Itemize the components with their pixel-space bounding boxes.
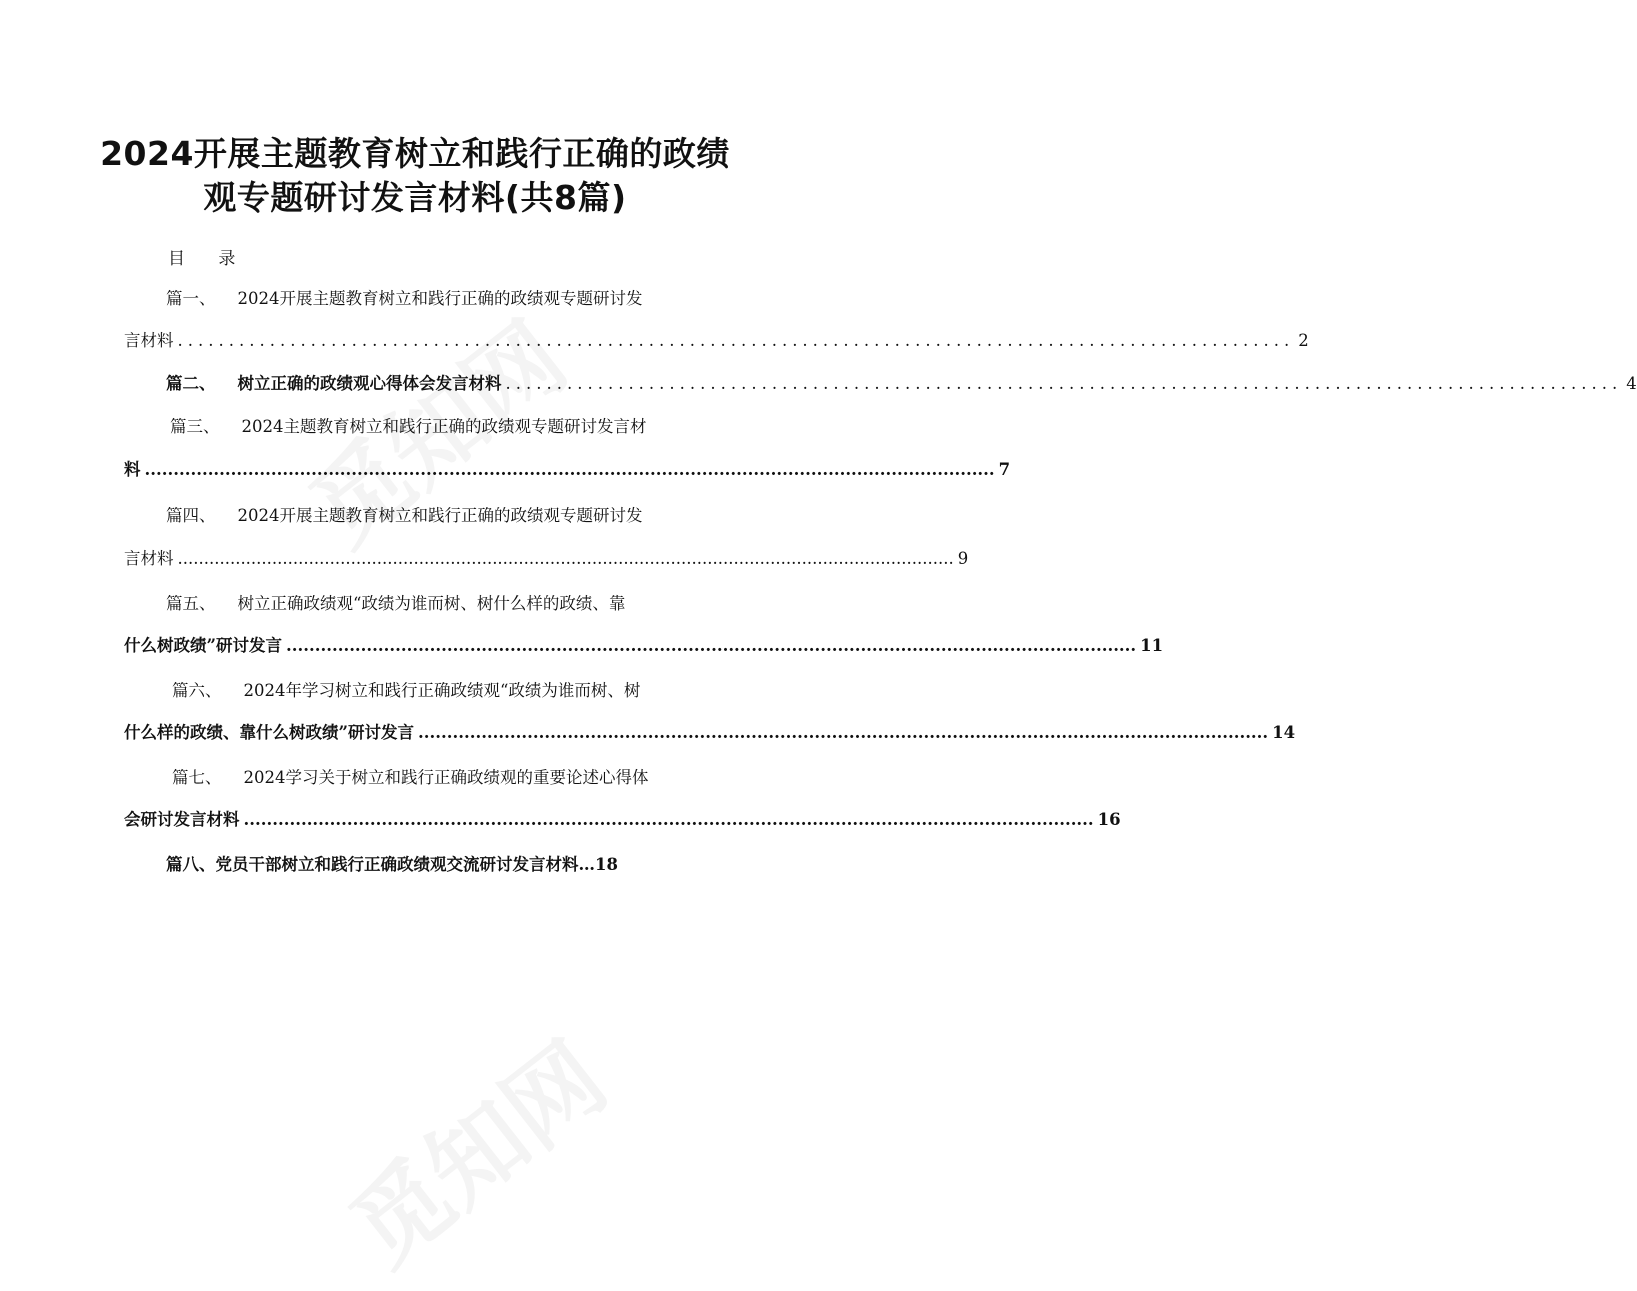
toc-entry-6-line-1[interactable] — [172, 678, 700, 704]
toc-page-number: 11 — [1140, 636, 1164, 655]
toc-entry-title: 言材料 — [124, 549, 174, 568]
dot-leader: ............................................................................................................. — [177, 331, 1295, 350]
toc-entry-4-line-1[interactable] — [166, 503, 699, 529]
toc-entry-3-line-2[interactable] — [124, 457, 1011, 483]
toc-entry-3-line-1[interactable] — [170, 414, 700, 440]
toc-entry-5-line-1[interactable] — [166, 591, 699, 617]
toc-entry-2[interactable] — [166, 371, 1637, 397]
dot-leader: .................................................................................................................................................... — [144, 460, 995, 479]
toc-page-number: 4 — [1626, 374, 1637, 393]
toc-entry-title: 2024主题教育树立和践行正确的政绩观专题研讨发言材 — [241, 417, 647, 436]
dot-leader: .................................................................................................................................................... — [286, 636, 1137, 655]
toc-page-number: 7 — [998, 460, 1011, 479]
document-title-line-1: 2024开展主题教育树立和践行正确的政绩 — [100, 134, 730, 173]
dot-leader: .................................................................................................................................................... — [177, 549, 954, 568]
toc-entry-6-line-2[interactable] — [124, 720, 1296, 746]
toc-entry-label: 篇三、 — [170, 417, 220, 436]
toc-page-number: 16 — [1097, 810, 1121, 829]
toc-entry-1-line-2[interactable] — [124, 328, 1309, 354]
toc-entry-label: 篇二、 — [166, 374, 216, 393]
toc-page-number: 14 — [1272, 723, 1296, 742]
dot-leader: .................................................................................................................................................... — [243, 810, 1094, 829]
toc-page-number: 9 — [957, 549, 969, 568]
toc-entry-title: 2024学习关于树立和践行正确政绩观的重要论述心得体 — [243, 768, 649, 787]
toc-entry-title: 言材料 — [124, 331, 174, 350]
dot-leader: .................................................................................................................................................... — [418, 723, 1269, 742]
toc-entry-1-line-1[interactable] — [166, 286, 699, 312]
toc-entry-7-line-2[interactable] — [124, 807, 1121, 833]
toc-entry-8[interactable] — [166, 852, 699, 878]
toc-entry-title: 2024开展主题教育树立和践行正确的政绩观专题研讨发 — [237, 289, 643, 308]
watermark — [318, 1006, 629, 1291]
toc-entry-title: 什么树政绩”研讨发言 — [124, 636, 282, 655]
toc-heading: 目 录 — [168, 249, 250, 269]
toc-entry-title: 2024开展主题教育树立和践行正确的政绩观专题研讨发 — [237, 506, 643, 525]
toc-entry-4-line-2[interactable] — [124, 546, 969, 572]
toc-entry-7-line-1[interactable] — [172, 765, 700, 791]
toc-entry-title: 什么样的政绩、靠什么树政绩”研讨发言 — [124, 723, 414, 742]
toc-entry-title: 2024年学习树立和践行正确政绩观“政绩为谁而树、树 — [243, 681, 641, 700]
toc-entry-label: 篇六、 — [172, 681, 222, 700]
toc-entry-title: 料 — [124, 460, 141, 479]
toc-entry-label: 篇七、 — [172, 768, 222, 787]
toc-entry-5-line-2[interactable] — [124, 633, 1164, 659]
toc-page-number: 18 — [595, 855, 618, 874]
toc-entry-title: 会研讨发言材料 — [124, 810, 240, 829]
toc-entry-title: 树立正确的政绩观心得体会发言材料 — [237, 374, 502, 393]
toc-entry-title: 篇八、党员干部树立和践行正确政绩观交流研讨发言材料… — [166, 855, 595, 874]
toc-entry-label: 篇一、 — [166, 289, 216, 308]
document-title-line-2: 观专题研讨发言材料(共8篇) — [203, 178, 627, 217]
toc-entry-title: 树立正确政绩观“政绩为谁而树、树什么样的政绩、靠 — [237, 594, 626, 613]
toc-entry-label: 篇四、 — [166, 506, 216, 525]
toc-entry-label: 篇五、 — [166, 594, 216, 613]
toc-page-number: 2 — [1298, 331, 1309, 350]
dot-leader: ............................................................................................................. — [505, 374, 1623, 393]
